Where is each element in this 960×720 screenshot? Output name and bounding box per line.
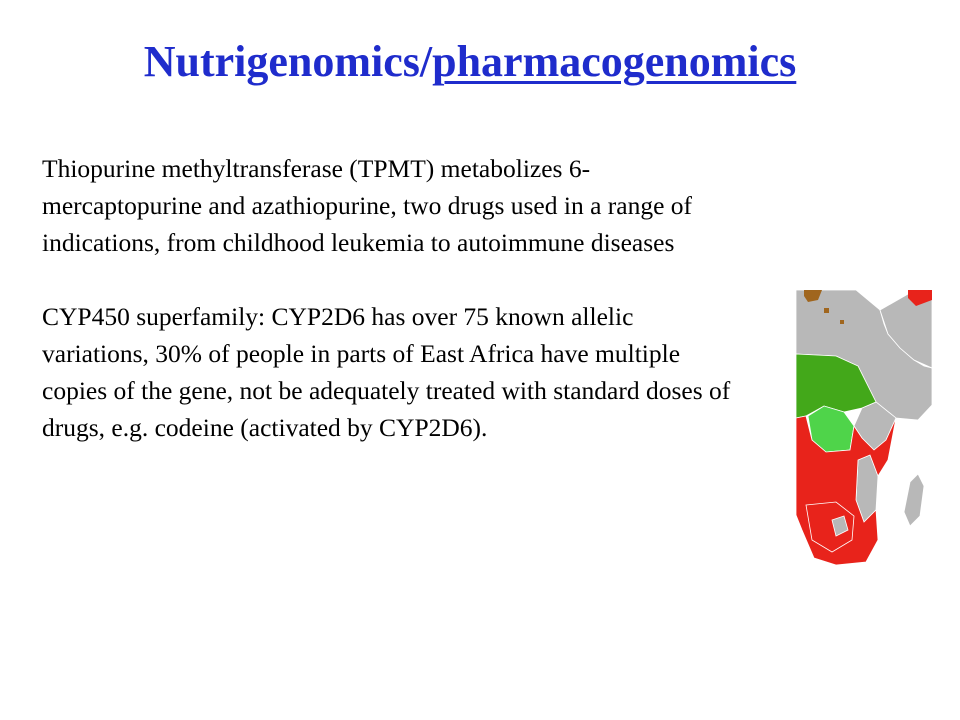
africa-map-image bbox=[796, 290, 932, 565]
paragraph-cyp450: CYP450 superfamily: CYP2D6 has over 75 known allelic variations, 30% of people in parts of East Africa have multiple copies of the gene, not be adequately treated with standard doses of drugs, e.g. codeine (activated by CYP2D6). bbox=[42, 302, 731, 442]
africa-map-graphic bbox=[796, 290, 932, 565]
title-part-nutrigenomics: Nutrigenomics/ bbox=[143, 37, 433, 86]
map-region-madagascar bbox=[904, 474, 924, 526]
paragraph-tpmt: Thiopurine methyltransferase (TPMT) metabolizes 6-mercaptopurine and azathiopurine, two drugs used in a range of indications, from childhood leukemia to autoimmune diseases bbox=[42, 154, 693, 257]
title-part-pharmacogenomics: pharmacogenomics bbox=[432, 37, 797, 86]
slide-body bbox=[42, 150, 742, 446]
slide-title bbox=[0, 36, 940, 87]
